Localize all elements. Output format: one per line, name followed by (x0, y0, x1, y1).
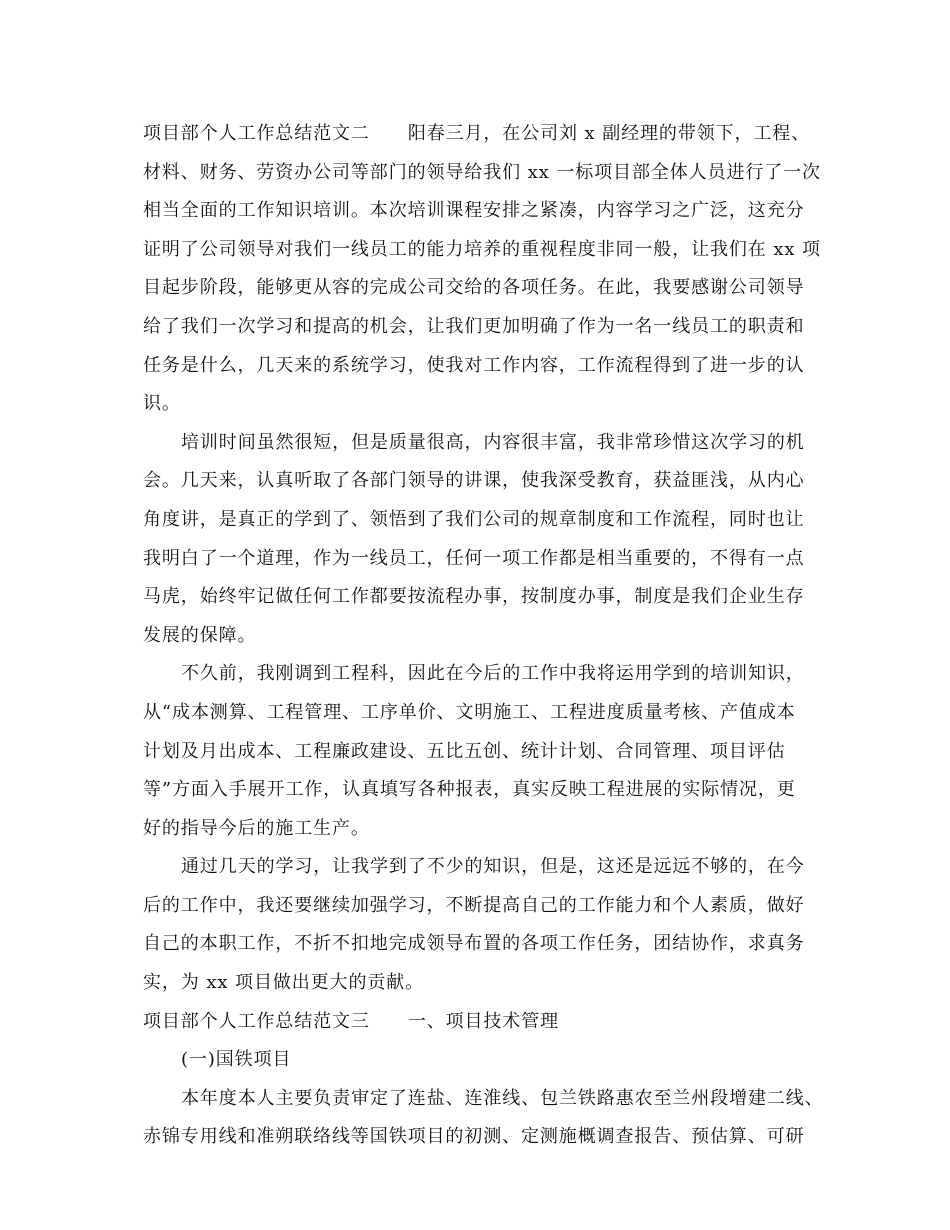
line-text: 从“成本测算、工程管理、工序单价、文明施工、工程进度质量考核、产值成本 (143, 701, 796, 723)
text-line (143, 1003, 803, 1042)
text-line (143, 771, 803, 810)
line-text: (一)国铁项目 (181, 1049, 292, 1071)
line-text: 实，为 xx 项目做出更大的贡献。 (143, 972, 425, 994)
line-text: 角度讲，是真正的学到了、领悟到了我们公司的规章制度和工作流程，同时也让 (143, 508, 805, 530)
text-line (143, 154, 821, 193)
line-text: 本年度本人主要负责审定了连盐、连淮线、包兰铁路惠农至兰州段增建二线、 (181, 1087, 824, 1109)
line-text: 马虎，始终牢记做任何工作都要按流程办事，按制度办事，制度是我们企业生存 (143, 586, 805, 608)
line-text: 赤锦专用线和准朔联络线等国铁项目的初测、定测施概调查报告、预估算、可研 (143, 1126, 805, 1148)
text-line (143, 810, 803, 849)
line-text: 等”方面入手展开工作，认真填写各种报表，真实反映工程进展的实际情况，更 (143, 779, 796, 801)
text-line (143, 887, 803, 926)
line-text: 会。几天来，认真听取了各部门领导的讲课，使我深受教育，获益匪浅，从内心 (143, 470, 805, 492)
text-line (143, 925, 803, 964)
text-line (143, 733, 803, 772)
text-line (143, 269, 803, 308)
text-line (143, 655, 803, 694)
line-text: 材料、财务、劳资办公司等部门的领导给我们 xx 一标项目部全体人员进行了一次 (143, 161, 821, 183)
line-text: 识。 (143, 393, 181, 415)
line-text: 相当全面的工作知识培训。本次培训课程安排之紧凑，内容学习之广泛，这充分 (143, 200, 805, 222)
text-line (143, 462, 803, 501)
line-text: 发展的保障。 (143, 624, 257, 646)
line-text: 给了我们一次学习和提高的机会，让我们更加明确了作为一名一线员工的职责和 (143, 315, 805, 337)
text-line (143, 694, 803, 733)
line-text: 培训时间虽然很短，但是质量很高，内容很丰富，我非常珍惜这次学习的机 (181, 431, 805, 453)
line-text: 目起步阶段，能够更从容的完成公司交给的各项任务。在此，我要感谢公司领导 (143, 277, 805, 299)
text-line (143, 1041, 803, 1080)
line-text: 自己的本职工作，不折不扣地完成领导布置的各项工作任务，团结协作，求真务 (143, 933, 805, 955)
text-line (143, 617, 803, 656)
line-text: 计划及月出成本、工程廉政建设、五比五创、统计计划、合同管理、项目评估 (143, 740, 786, 762)
line-text: 后的工作中，我还要继续加强学习，不断提高自己的工作能力和个人素质，做好 (143, 894, 805, 916)
line-text: 不久前，我刚调到工程科，因此在今后的工作中我将运用学到的培训知识， (181, 663, 805, 685)
text-line (143, 848, 803, 887)
text-line (143, 578, 803, 617)
document-body (143, 115, 824, 1157)
line-text: 阳春三月，在公司刘 x 副经理的带领下，工程、 (407, 123, 811, 144)
text-line (143, 1080, 824, 1119)
text-line (143, 1118, 803, 1157)
line-text: 证明了公司领导对我们一线员工的能力培养的重视程度非同一般，让我们在 xx 项 (143, 238, 821, 260)
text-line (143, 501, 803, 540)
line-text: 好的指导今后的施工生产。 (143, 817, 370, 839)
line-text: 任务是什么，几天来的系统学习，使我对工作内容，工作流程得到了进一步的认 (143, 354, 805, 376)
text-line (143, 308, 803, 347)
text-line (143, 231, 821, 270)
line-text: 我明白了一个道理，作为一线员工，任何一项工作都是相当重要的，不得有一点 (143, 547, 805, 569)
text-line (143, 347, 803, 386)
text-line (143, 424, 803, 463)
section-title: 项目部个人工作总结范文三 (143, 1010, 370, 1032)
text-line (143, 115, 811, 154)
text-line (143, 192, 803, 231)
section-title: 项目部个人工作总结范文二 (143, 123, 370, 144)
text-line (143, 964, 803, 1003)
line-text: 一、项目技术管理 (407, 1010, 560, 1032)
text-line (143, 385, 803, 424)
line-text: 通过几天的学习，让我学到了不少的知识，但是，这还是远远不够的，在今 (181, 856, 805, 878)
text-line (143, 540, 803, 579)
